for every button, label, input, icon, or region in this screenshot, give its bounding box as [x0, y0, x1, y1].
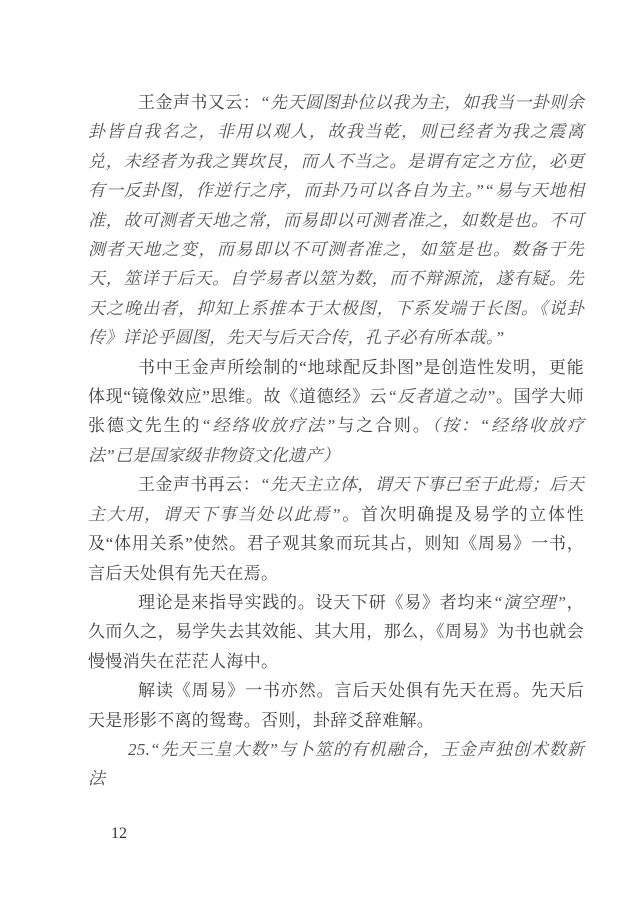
page-number: 12 [111, 825, 127, 842]
text-segment: 王金声书又云： [138, 93, 261, 112]
text-segment: （按：“经络收放疗法”已是国家级非物资文化遗产） [88, 416, 584, 465]
para-4 [88, 588, 584, 676]
text-segment: ，久而久之，易学失去其效能、其大用，那么，《周易》为书也就会慢慢消失在茫茫人海中。 [88, 592, 584, 671]
text-segment: “先天主立体，谓天下事已至于此焉；后天主大用，谓天下事当处以此焉” [88, 475, 584, 524]
text-segment: 王金声书再云： [138, 475, 261, 495]
text-segment: 书中王金声所绘制的“地球配反卦图”是创造性发明，更能体现“镜像效应”思维。故《道德经》云 [88, 357, 584, 407]
text-segment: 与之合则。 [335, 416, 432, 436]
text-segment: 。国学大师张德文先生的 [88, 387, 585, 436]
text-block [88, 88, 584, 794]
text-segment: “经络收放疗法” [201, 416, 336, 436]
text-segment: 。首次明确提及易学的立体性及“体用关系”使然。君子观其象而玩其占，则知《周易》一书，言后天处俱有先天在焉。 [88, 504, 584, 583]
text-segment: “反者道之动” [387, 387, 496, 407]
para-5 [88, 676, 584, 735]
para-2 [88, 353, 584, 471]
para-6 [88, 735, 584, 794]
para-1 [88, 88, 584, 353]
text-segment: “演空理” [493, 592, 567, 612]
text-segment: “先天圆图卦位以我为主，如我当一卦则余卦皆自我名之，非用以观人，故我当乾，则已经者为我之震离兑，未经者为我之巽坎艮，而人不当之。是谓有定之方位，必更有一反卦图，作逆行之序，而卦乃可以各自为主。”“易与天地相准，故可测者天地之常，而易即以可测者准之，如数是也。不可测者天地之变，而易即以不可测者准之，如筮是也。数备于先天，筮详于后天。自学易者以筮为数，而不辩源流，遂有疑。先天之晚出者，抑知上系推本于太极图，下系发端于长图。《说卦传》详论乎圆图，先天与后天合传，孔子必有所本哉。” [88, 93, 584, 348]
text-segment: 25.“先天三皇大数”与卜筮的有机融合，王金声独创术数新法 [88, 739, 584, 789]
para-3 [88, 470, 584, 588]
text-segment: 理论是来指导实践的。设天下研《易》者均来 [138, 592, 494, 612]
text-segment: 解读《周易》一书亦然。言后天处俱有先天在焉。先天后天是形影不离的鸳鸯。否则，卦辞爻辞难解。 [88, 681, 584, 730]
